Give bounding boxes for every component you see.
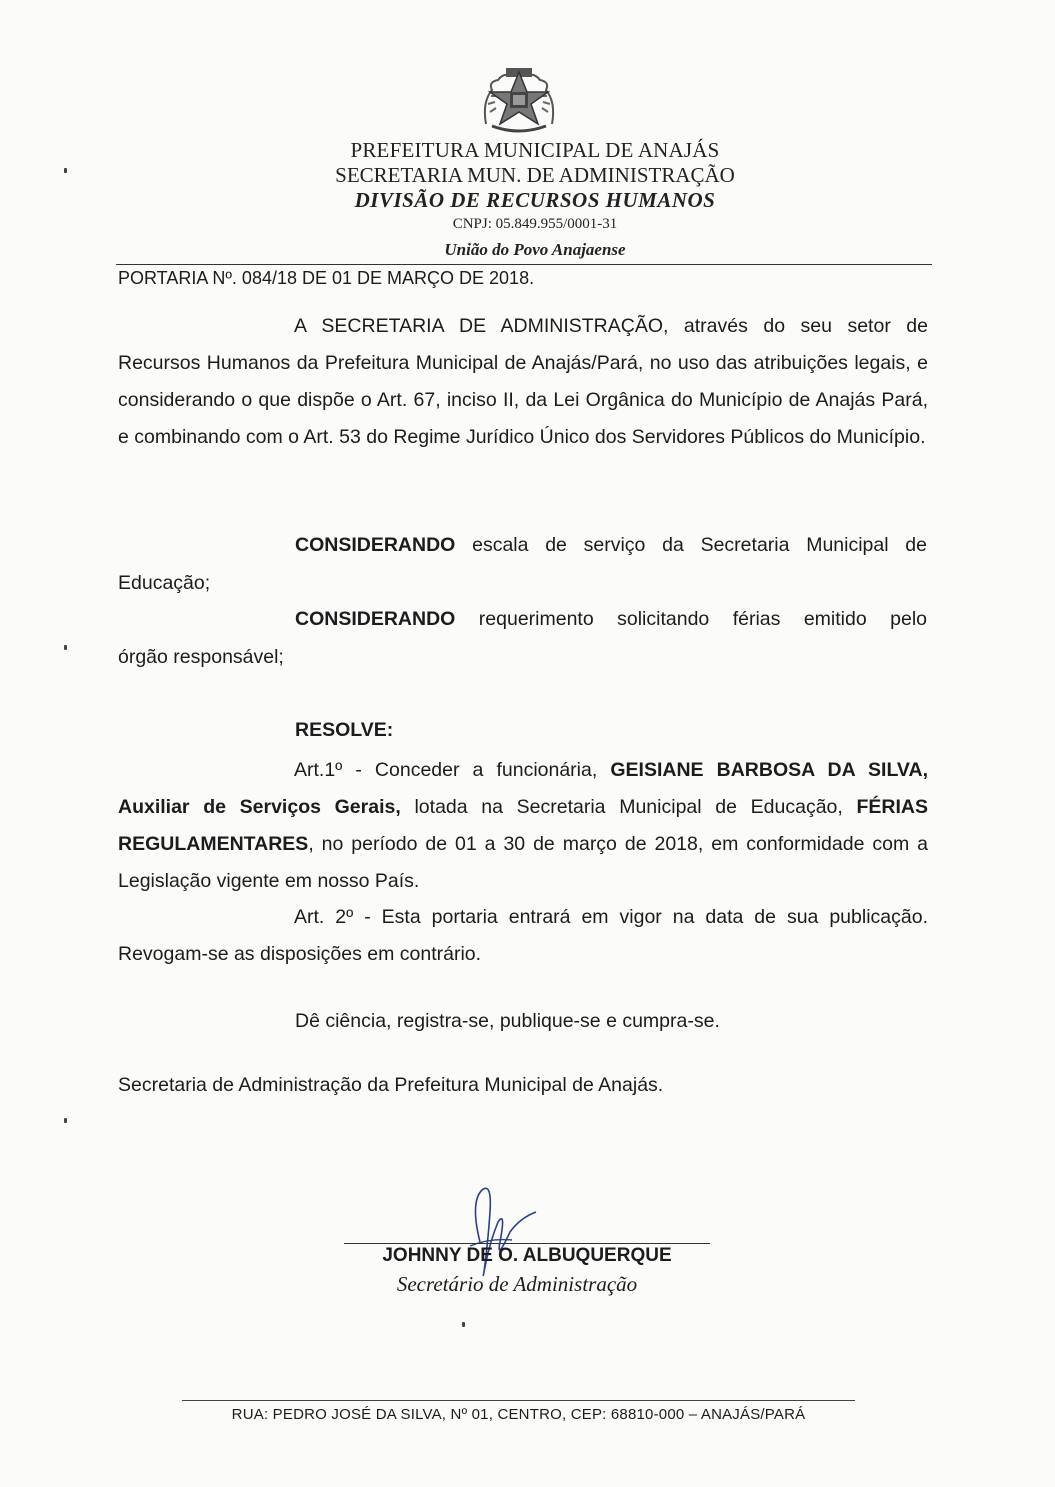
signature-line bbox=[344, 1243, 710, 1244]
art1-paragraph bbox=[118, 752, 928, 900]
considerando-2-cont: órgão responsável; bbox=[118, 646, 284, 668]
footer-divider bbox=[182, 1400, 855, 1401]
header-secretaria: SECRETARIA MUN. DE ADMINISTRAÇÃO bbox=[335, 163, 735, 187]
header-divisao: DIVISÃO DE RECURSOS HUMANOS bbox=[354, 188, 716, 212]
art1-ferias: FÉRIAS REGULAMENTARES bbox=[118, 796, 928, 855]
header-cnpj: CNPJ: 05.849.955/0001-31 bbox=[452, 216, 618, 232]
considerando-2-keyword: CONSIDERANDO bbox=[295, 608, 456, 630]
coat-of-arms-icon bbox=[478, 62, 560, 136]
considerando-1-cont: Educação; bbox=[118, 572, 211, 594]
art2-text: Art. 2º - Esta portaria entrará em vigor na data de sua publicação. Revogam-se as disposições em contrário. bbox=[118, 906, 928, 965]
header-divider bbox=[116, 264, 932, 265]
portaria-title: PORTARIA Nº. 084/18 DE 01 DE MARÇO DE 2018. bbox=[118, 268, 535, 288]
art1-prefix: Art.1º - Conceder a funcionária, bbox=[294, 759, 598, 781]
signatory-title: Secretário de Administração bbox=[396, 1272, 638, 1296]
signatory-name: JOHNNY DE O. ALBUQUERQUE bbox=[382, 1245, 672, 1266]
scan-speck bbox=[462, 1322, 465, 1327]
resolve-heading: RESOLVE: bbox=[295, 719, 394, 741]
intro-paragraph bbox=[118, 308, 928, 456]
considerando-2-text: requerimento solicitando férias emitido pelo bbox=[478, 608, 928, 630]
art1-rest: , no período de 01 a 30 de março de 2018, em conformidade com a Legislação vigente em nosso País. bbox=[118, 833, 928, 892]
considerando-2 bbox=[295, 608, 927, 631]
scan-speck bbox=[64, 1118, 67, 1123]
art1-employee-name: GEISIANE BARBOSA DA SILVA, Auxiliar de Serviços Gerais, bbox=[118, 759, 928, 818]
footer-address: RUA: PEDRO JOSÉ DA SILVA, Nº 01, CENTRO, CEP: 68810-000 – ANAJÁS/PARÁ bbox=[231, 1406, 806, 1423]
art1-middle: lotada na Secretaria Municipal de Educação, bbox=[414, 796, 843, 818]
scan-speck bbox=[64, 645, 67, 650]
closing-text: Dê ciência, registra-se, publique-se e cumpra-se. bbox=[295, 1010, 720, 1032]
scan-speck bbox=[64, 168, 67, 173]
considerando-1-text: escala de serviço da Secretaria Municipal de bbox=[472, 534, 928, 556]
header-motto: União do Povo Anajaense bbox=[444, 240, 626, 259]
considerando-1 bbox=[295, 534, 927, 557]
issuer-text: Secretaria de Administração da Prefeitura Municipal de Anajás. bbox=[118, 1074, 664, 1096]
art2-paragraph bbox=[118, 899, 928, 973]
header-prefeitura: PREFEITURA MUNICIPAL DE ANAJÁS bbox=[350, 138, 720, 162]
intro-text: A SECRETARIA DE ADMINISTRAÇÃO, através do seu setor de Recursos Humanos da Prefeitura Municipal de Anajás/Pará, no uso das atribuições legais, e considerando o que dispõe o Art. 67, inciso II, da Lei Orgânica do Município de Anajás Pará, e combinando com o Art. 53 do Regime Jurídico Único dos Servidores Públicos do Município. bbox=[118, 315, 928, 448]
considerando-1-keyword: CONSIDERANDO bbox=[295, 534, 456, 556]
